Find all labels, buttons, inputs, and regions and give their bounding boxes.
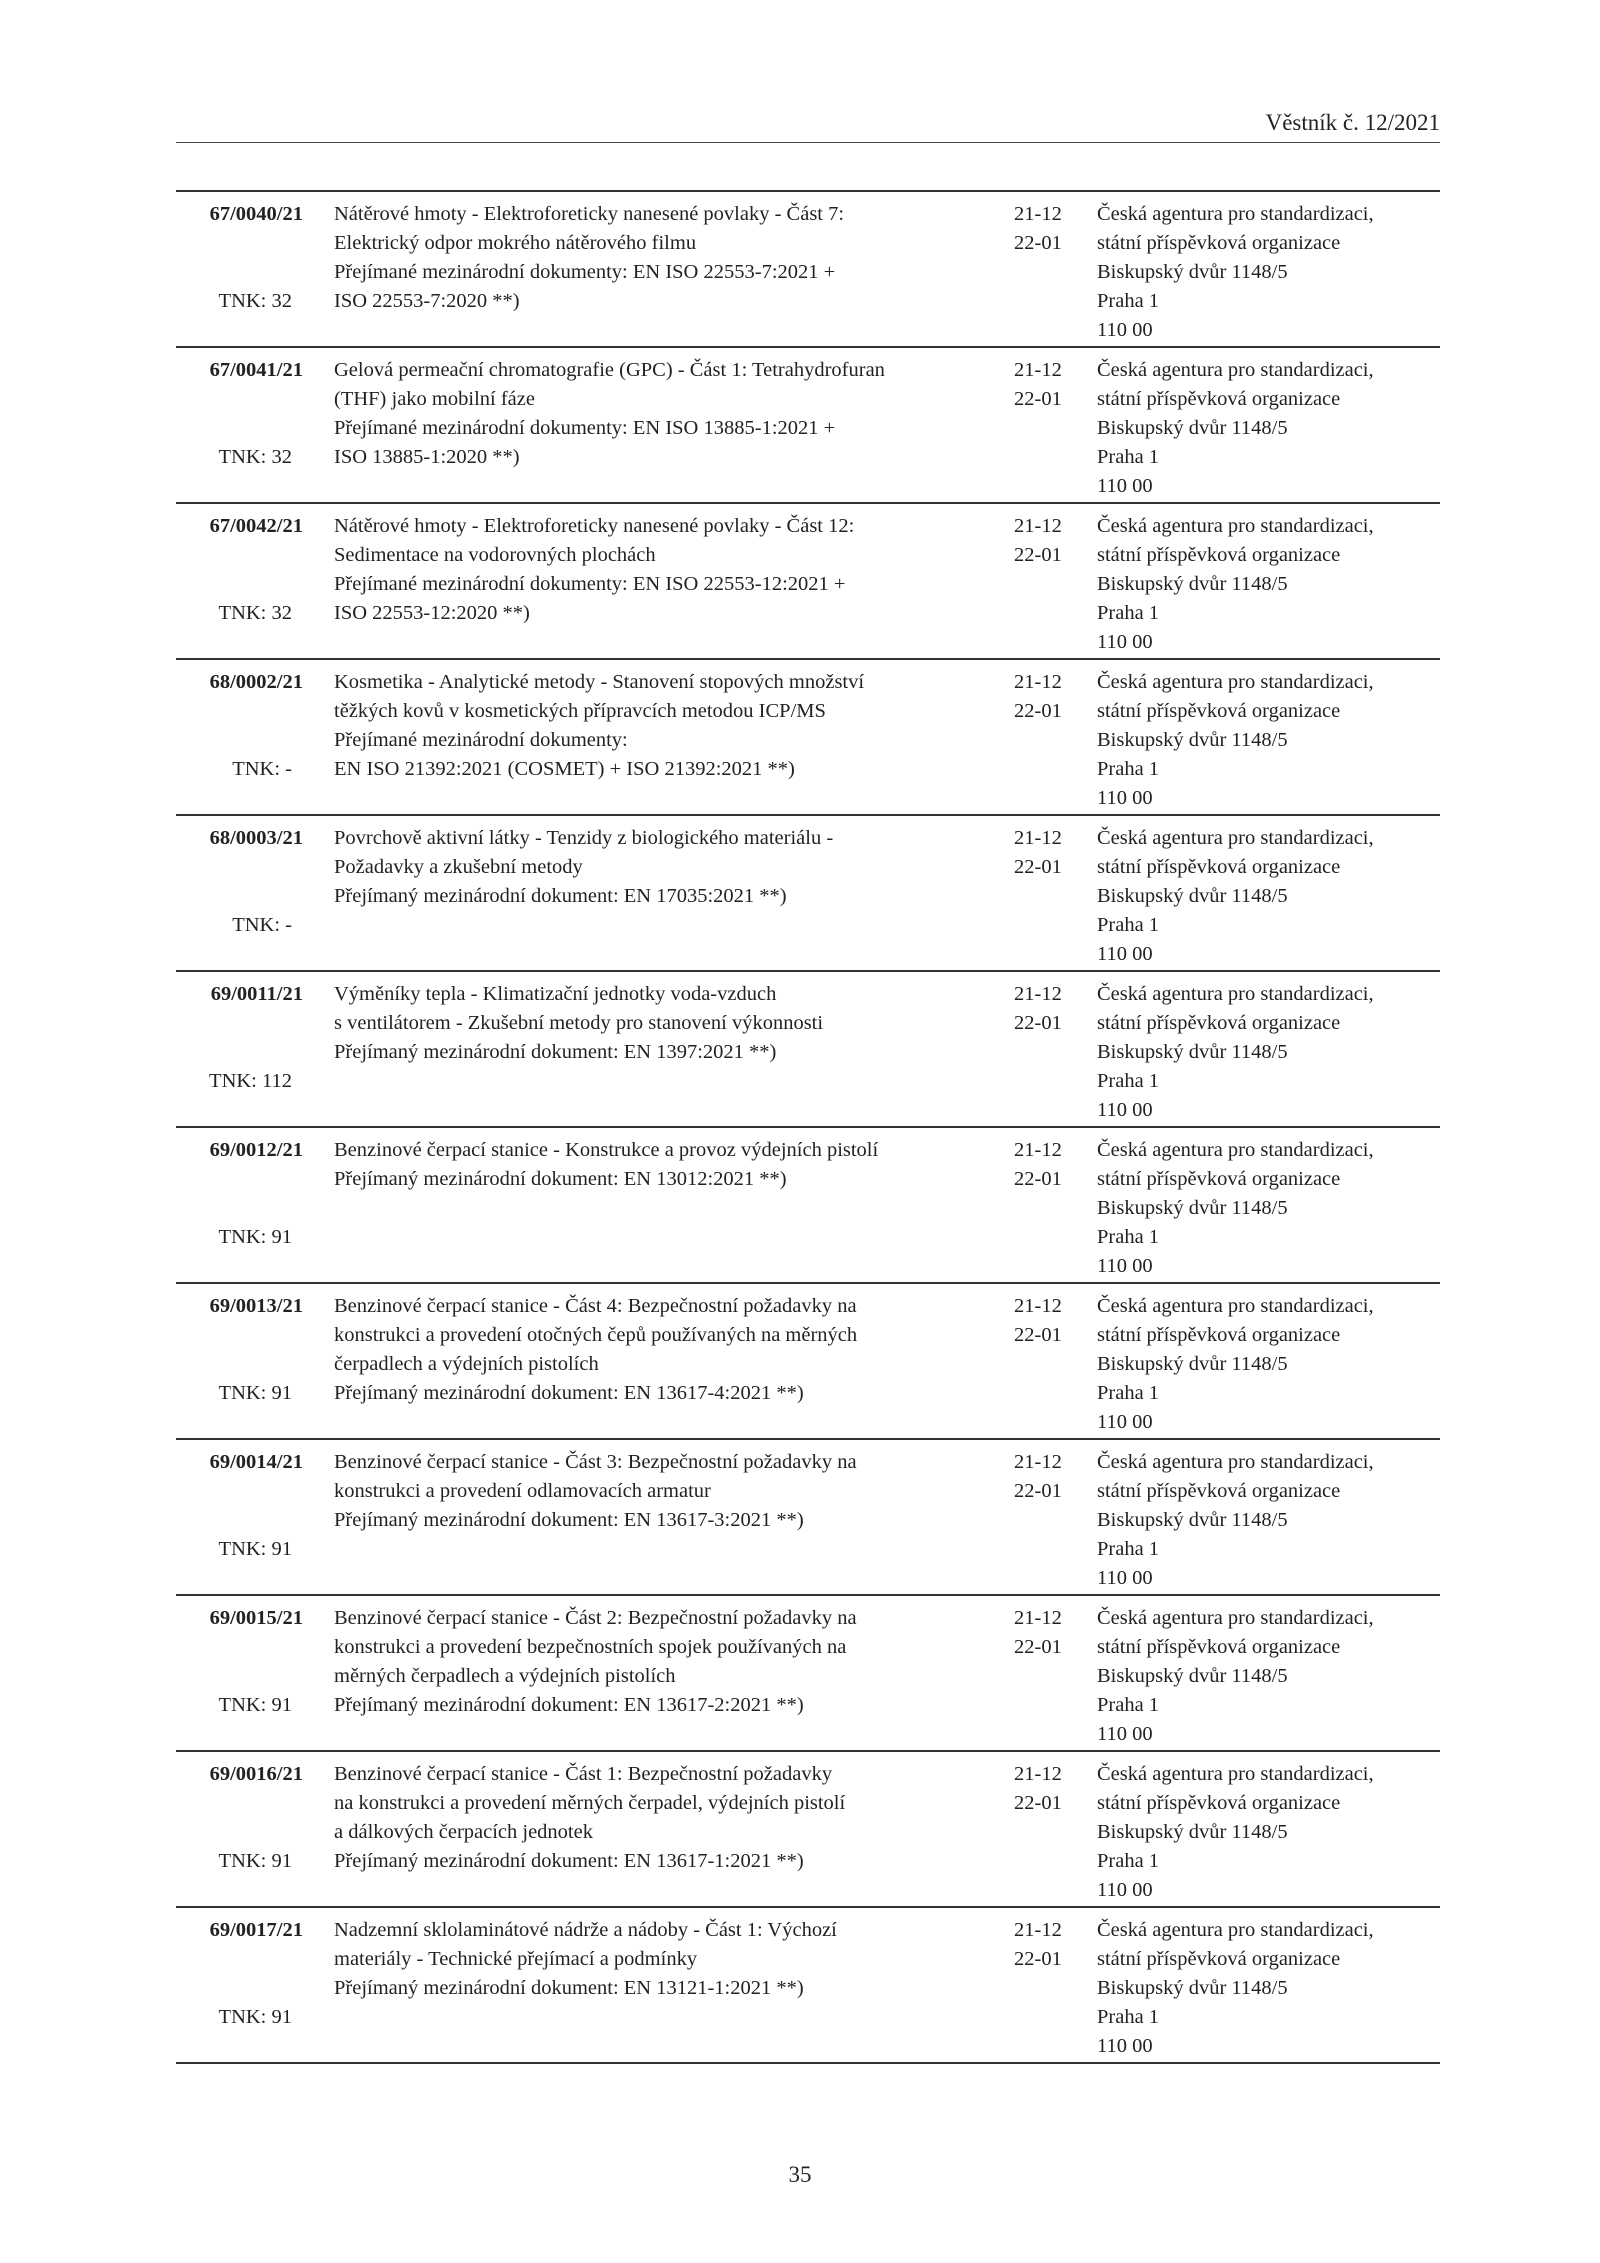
description-line: Přejímaný mezinárodní dokument: EN 13617-2:2021 **)	[334, 1694, 804, 1716]
entry-description	[334, 200, 854, 316]
address-line: Biskupský dvůr 1148/5	[1097, 1197, 1288, 1219]
table-row	[176, 972, 1440, 1128]
address-line: Česká agentura pro standardizaci,	[1097, 1295, 1374, 1317]
entry-number: 67/0040/21	[209, 203, 303, 225]
entry-description	[334, 1292, 858, 1408]
date-line: 21-12	[1014, 515, 1062, 537]
entry-number: 69/0017/21	[209, 1919, 303, 1941]
entry-dates	[1014, 1136, 1091, 1194]
entry-description	[334, 1136, 879, 1194]
description-line: Přejímaný mezinárodní dokument: EN 1397:2021 **)	[334, 1041, 777, 1063]
journal-title: Věstník č. 12/2021	[1265, 110, 1440, 135]
date-line: 22-01	[1014, 1168, 1062, 1190]
address-line: státní příspěvková organizace	[1097, 1480, 1341, 1502]
entry-dates	[1014, 668, 1091, 726]
address-line: Česká agentura pro standardizaci,	[1097, 671, 1374, 693]
tnk-label: TNK: 32	[218, 446, 292, 468]
description-line: ISO 13885-1:2020 **)	[334, 446, 520, 468]
address-line: státní příspěvková organizace	[1097, 700, 1341, 722]
address-line: státní příspěvková organizace	[1097, 1324, 1341, 1346]
address-line: 110 00	[1097, 787, 1153, 809]
entry-description	[334, 1760, 854, 1876]
description-line: Přejímané mezinárodní dokumenty: EN ISO 22553-7:2021 +	[334, 261, 836, 283]
tnk-label: TNK: -	[232, 914, 292, 936]
table-row	[176, 192, 1440, 348]
address-line: Praha 1	[1097, 914, 1160, 936]
address-line: státní příspěvková organizace	[1097, 1168, 1341, 1190]
description-line: Benzinové čerpací stanice - Část 3: Bezpečnostní požadavky na	[334, 1451, 857, 1473]
address-line: Praha 1	[1097, 1382, 1160, 1404]
description-line: EN ISO 21392:2021 (COSMET) + ISO 21392:2021 **)	[334, 758, 795, 780]
entry-description	[334, 668, 865, 784]
tnk-label: TNK: -	[232, 758, 292, 780]
address-line: Česká agentura pro standardizaci,	[1097, 515, 1374, 537]
description-line: Gelová permeační chromatografie (GPC) - Část 1: Tetrahydrofuran	[334, 359, 885, 381]
table-row	[176, 1752, 1440, 1908]
address-line: Praha 1	[1097, 602, 1160, 624]
entry-number: 69/0012/21	[209, 1139, 303, 1161]
table-row	[176, 504, 1440, 660]
entry-address	[1097, 1292, 1440, 1437]
date-line: 22-01	[1014, 544, 1062, 566]
date-line: 21-12	[1014, 1451, 1062, 1473]
address-line: Biskupský dvůr 1148/5	[1097, 1509, 1288, 1531]
address-line: Biskupský dvůr 1148/5	[1097, 885, 1288, 907]
description-line: Elektrický odpor mokrého nátěrového filmu	[334, 232, 697, 254]
description-line: těžkých kovů v kosmetických přípravcích metodou ICP/MS	[334, 700, 826, 722]
tnk-label: TNK: 32	[218, 602, 292, 624]
page-number: 35	[788, 2162, 812, 2187]
description-line: konstrukci a provedení odlamovacích armatur	[334, 1480, 711, 1502]
entry-dates	[1014, 824, 1091, 882]
description-line: Přejímaný mezinárodní dokument: EN 17035:2021 **)	[334, 885, 787, 907]
description-line: Nadzemní sklolaminátové nádrže a nádoby - Část 1: Výchozí	[334, 1919, 837, 1941]
entry-address	[1097, 1448, 1440, 1593]
date-line: 21-12	[1014, 671, 1062, 693]
description-line: na konstrukci a provedení měrných čerpadel, výdejních pistolí	[334, 1792, 846, 1814]
entry-number: 68/0003/21	[209, 827, 303, 849]
description-line: ISO 22553-7:2020 **)	[334, 290, 520, 312]
entry-address	[1097, 1604, 1440, 1749]
tnk-label: TNK: 91	[218, 1538, 292, 1560]
date-line: 22-01	[1014, 700, 1062, 722]
entry-number: 69/0014/21	[209, 1451, 303, 1473]
entry-number: 69/0015/21	[209, 1607, 303, 1629]
description-line: Benzinové čerpací stanice - Část 2: Bezpečnostní požadavky na	[334, 1607, 857, 1629]
description-line: Nátěrové hmoty - Elektroforeticky nanesené povlaky - Část 12:	[334, 515, 855, 537]
entry-address	[1097, 1760, 1440, 1905]
date-line: 22-01	[1014, 1948, 1062, 1970]
page-header	[176, 108, 1440, 143]
description-line: a dálkových čerpacích jednotek	[334, 1821, 593, 1843]
entry-number: 69/0011/21	[210, 983, 303, 1005]
address-line: Česká agentura pro standardizaci,	[1097, 203, 1374, 225]
date-line: 22-01	[1014, 856, 1062, 878]
date-line: 21-12	[1014, 983, 1062, 1005]
date-line: 22-01	[1014, 388, 1062, 410]
address-line: státní příspěvková organizace	[1097, 232, 1341, 254]
date-line: 22-01	[1014, 1480, 1062, 1502]
entry-description	[334, 824, 854, 911]
date-line: 22-01	[1014, 232, 1062, 254]
date-line: 21-12	[1014, 1139, 1062, 1161]
date-line: 21-12	[1014, 827, 1062, 849]
description-line: s ventilátorem - Zkušební metody pro stanovení výkonnosti	[334, 1012, 824, 1034]
address-line: 110 00	[1097, 631, 1153, 653]
table-row	[176, 1128, 1440, 1284]
description-line: čerpadlech a výdejních pistolích	[334, 1353, 599, 1375]
description-line: Benzinové čerpací stanice - Část 4: Bezpečnostní požadavky na	[334, 1295, 857, 1317]
address-line: Česká agentura pro standardizaci,	[1097, 1451, 1374, 1473]
date-line: 22-01	[1014, 1792, 1062, 1814]
description-line: Povrchově aktivní látky - Tenzidy z biologického materiálu -	[334, 827, 834, 849]
address-line: Česká agentura pro standardizaci,	[1097, 1607, 1374, 1629]
address-line: Česká agentura pro standardizaci,	[1097, 1763, 1374, 1785]
tnk-label: TNK: 91	[218, 1694, 292, 1716]
address-line: Praha 1	[1097, 758, 1160, 780]
address-line: Biskupský dvůr 1148/5	[1097, 1977, 1288, 1999]
tnk-label: TNK: 91	[218, 1226, 292, 1248]
description-line: Přejímaný mezinárodní dokument: EN 13617-4:2021 **)	[334, 1382, 804, 1404]
entry-dates	[1014, 1292, 1091, 1350]
address-line: Praha 1	[1097, 2006, 1160, 2028]
description-line: materiály - Technické přejímací a podmínky	[334, 1948, 698, 1970]
description-line: Výměníky tepla - Klimatizační jednotky voda-vzduch	[334, 983, 777, 1005]
tnk-label: TNK: 91	[218, 2006, 292, 2028]
description-line: konstrukci a provedení otočných čepů používaných na měrných	[334, 1324, 858, 1346]
address-line: státní příspěvková organizace	[1097, 856, 1341, 878]
entry-description	[334, 1604, 857, 1720]
entry-dates	[1014, 1760, 1091, 1818]
description-line: Sedimentace na vodorovných plochách	[334, 544, 656, 566]
date-line: 21-12	[1014, 1295, 1062, 1317]
address-line: Biskupský dvůr 1148/5	[1097, 1041, 1288, 1063]
entry-dates	[1014, 1916, 1091, 1974]
address-line: Praha 1	[1097, 290, 1160, 312]
tnk-label: TNK: 91	[218, 1850, 292, 1872]
address-line: 110 00	[1097, 2035, 1153, 2057]
table-row	[176, 1440, 1440, 1596]
address-line: státní příspěvková organizace	[1097, 544, 1341, 566]
address-line: 110 00	[1097, 1879, 1153, 1901]
address-line: Biskupský dvůr 1148/5	[1097, 729, 1288, 751]
address-line: Česká agentura pro standardizaci,	[1097, 983, 1374, 1005]
address-line: Česká agentura pro standardizaci,	[1097, 827, 1374, 849]
entry-description	[334, 1448, 857, 1535]
entry-address	[1097, 1916, 1440, 2061]
entry-number: 67/0042/21	[209, 515, 303, 537]
entry-dates	[1014, 1448, 1091, 1506]
description-line: konstrukci a provedení bezpečnostních spojek používaných na	[334, 1636, 847, 1658]
entry-number: 69/0016/21	[209, 1763, 303, 1785]
address-line: Biskupský dvůr 1148/5	[1097, 1821, 1288, 1843]
description-line: Přejímaný mezinárodní dokument: EN 13121-1:2021 **)	[334, 1977, 804, 1999]
entry-address	[1097, 824, 1440, 969]
address-line: Biskupský dvůr 1148/5	[1097, 261, 1288, 283]
entry-number: 68/0002/21	[209, 671, 303, 693]
address-line: 110 00	[1097, 1411, 1153, 1433]
entry-description	[334, 356, 885, 472]
address-line: Praha 1	[1097, 446, 1160, 468]
address-line: Biskupský dvůr 1148/5	[1097, 1665, 1288, 1687]
address-line: Biskupský dvůr 1148/5	[1097, 1353, 1288, 1375]
description-line: Nátěrové hmoty - Elektroforeticky nanesené povlaky - Část 7:	[334, 203, 845, 225]
entry-description	[334, 980, 854, 1067]
date-line: 21-12	[1014, 203, 1062, 225]
address-line: 110 00	[1097, 475, 1153, 497]
date-line: 22-01	[1014, 1012, 1062, 1034]
entry-address	[1097, 668, 1440, 813]
address-line: Česká agentura pro standardizaci,	[1097, 359, 1374, 381]
address-line: 110 00	[1097, 1255, 1153, 1277]
date-line: 21-12	[1014, 1763, 1062, 1785]
description-line: Kosmetika - Analytické metody - Stanovení stopových množství	[334, 671, 865, 693]
address-line: Česká agentura pro standardizaci,	[1097, 1919, 1374, 1941]
entry-dates	[1014, 1604, 1091, 1662]
address-line: Praha 1	[1097, 1694, 1160, 1716]
address-line: státní příspěvková organizace	[1097, 1012, 1341, 1034]
address-line: 110 00	[1097, 1099, 1153, 1121]
table-row	[176, 1908, 1440, 2064]
address-line: státní příspěvková organizace	[1097, 1792, 1341, 1814]
description-line: Benzinové čerpací stanice - Část 1: Bezpečnostní požadavky	[334, 1763, 833, 1785]
address-line: Praha 1	[1097, 1850, 1160, 1872]
address-line: 110 00	[1097, 1723, 1153, 1745]
entry-address	[1097, 980, 1440, 1125]
entry-number: 67/0041/21	[209, 359, 303, 381]
address-line: 110 00	[1097, 943, 1153, 965]
tnk-label: TNK: 112	[209, 1070, 292, 1092]
entry-number: 69/0013/21	[209, 1295, 303, 1317]
description-line: měrných čerpadlech a výdejních pistolích	[334, 1665, 676, 1687]
address-line: Biskupský dvůr 1148/5	[1097, 573, 1288, 595]
description-line: Přejímaný mezinárodní dokument: EN 13617-1:2021 **)	[334, 1850, 804, 1872]
address-line: 110 00	[1097, 1567, 1153, 1589]
address-line: státní příspěvková organizace	[1097, 1636, 1341, 1658]
tnk-label: TNK: 32	[218, 290, 292, 312]
entry-address	[1097, 200, 1440, 345]
description-line: ISO 22553-12:2020 **)	[334, 602, 530, 624]
description-line: Přejímané mezinárodní dokumenty:	[334, 729, 628, 751]
address-line: Praha 1	[1097, 1070, 1160, 1092]
description-line: Přejímaný mezinárodní dokument: EN 13617-3:2021 **)	[334, 1509, 804, 1531]
address-line: státní příspěvková organizace	[1097, 1948, 1341, 1970]
table-row	[176, 1596, 1440, 1752]
date-line: 22-01	[1014, 1324, 1062, 1346]
entry-description	[334, 1916, 854, 2003]
entry-dates	[1014, 200, 1091, 258]
standards-table	[176, 190, 1440, 2064]
date-line: 21-12	[1014, 1607, 1062, 1629]
description-line: Benzinové čerpací stanice - Konstrukce a provoz výdejních pistolí	[334, 1139, 879, 1161]
description-line: Přejímané mezinárodní dokumenty: EN ISO 22553-12:2021 +	[334, 573, 846, 595]
address-line: státní příspěvková organizace	[1097, 388, 1341, 410]
address-line: Praha 1	[1097, 1226, 1160, 1248]
address-line: Česká agentura pro standardizaci,	[1097, 1139, 1374, 1161]
date-line: 22-01	[1014, 1636, 1062, 1658]
table-row	[176, 660, 1440, 816]
description-line: Přejímané mezinárodní dokumenty: EN ISO 13885-1:2021 +	[334, 417, 836, 439]
description-line: Požadavky a zkušební metody	[334, 856, 583, 878]
description-line: Přejímaný mezinárodní dokument: EN 13012:2021 **)	[334, 1168, 787, 1190]
entry-address	[1097, 1136, 1440, 1281]
entry-address	[1097, 356, 1440, 501]
address-line: 110 00	[1097, 319, 1153, 341]
entry-dates	[1014, 980, 1091, 1038]
entry-address	[1097, 512, 1440, 657]
date-line: 21-12	[1014, 359, 1062, 381]
entry-description	[334, 512, 854, 628]
table-row	[176, 816, 1440, 972]
date-line: 21-12	[1014, 1919, 1062, 1941]
address-line: Biskupský dvůr 1148/5	[1097, 417, 1288, 439]
entry-dates	[1014, 512, 1091, 570]
address-line: Praha 1	[1097, 1538, 1160, 1560]
entry-dates	[1014, 356, 1091, 414]
table-row	[176, 348, 1440, 504]
tnk-label: TNK: 91	[218, 1382, 292, 1404]
table-row	[176, 1284, 1440, 1440]
description-line: (THF) jako mobilní fáze	[334, 388, 535, 410]
